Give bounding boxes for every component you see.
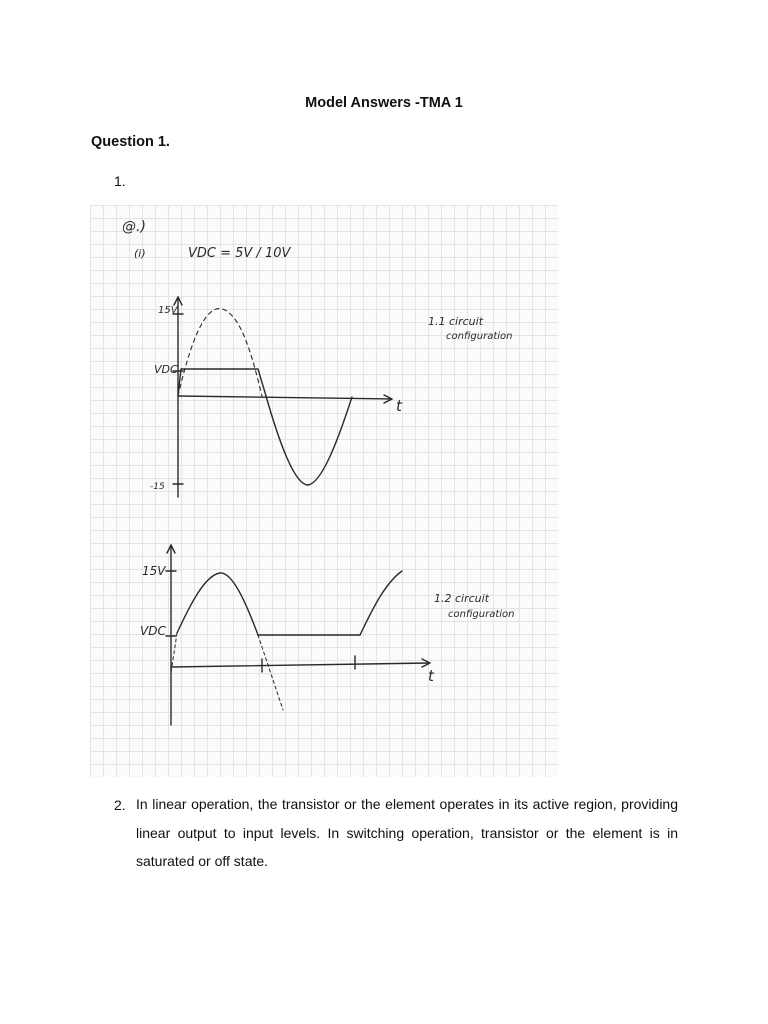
handwritten-figure bbox=[90, 205, 558, 777]
graph1-clamped-level bbox=[178, 369, 266, 396]
question-heading: Question 1. bbox=[91, 134, 170, 150]
graph1-label-t: t bbox=[396, 397, 402, 415]
graph2-label-vdc: VDC bbox=[140, 624, 166, 638]
answer-paragraph: In linear operation, the transistor or the element operates in its active region, providing linear output to input levels. In switching operation, transistor or the element is in saturated or off state. bbox=[136, 796, 678, 869]
sub-label: (i) bbox=[134, 247, 146, 260]
graph1-label-vdc: VDC bbox=[154, 363, 178, 376]
graph1-label-15v: 15V bbox=[158, 305, 178, 316]
graph1-caption-line2: configuration bbox=[446, 331, 513, 342]
graph1-caption-line1: 1.1 circuit bbox=[428, 315, 484, 328]
item-number-1: 1. bbox=[114, 173, 126, 189]
graph1-label-neg15: -15 bbox=[150, 482, 165, 492]
graph1-negative-lobe bbox=[266, 396, 352, 485]
graph2-caption-line1: 1.2 circuit bbox=[434, 592, 490, 605]
graph2-hump bbox=[177, 573, 258, 635]
document-title: Model Answers -TMA 1 bbox=[305, 95, 463, 111]
vdc-header: VDC = 5V / 10V bbox=[188, 246, 291, 261]
graph1-x-axis bbox=[178, 396, 392, 399]
waveform-sketch bbox=[90, 205, 558, 777]
graph-2 bbox=[166, 545, 430, 725]
part-label: @.) bbox=[122, 219, 146, 235]
item-number-2: 2. bbox=[114, 797, 126, 813]
graph1-sine-dashed bbox=[178, 309, 262, 396]
graph2-label-15v: 15V bbox=[142, 564, 166, 578]
graph2-x-axis bbox=[171, 663, 430, 667]
graph2-caption-line2: configuration bbox=[448, 609, 515, 620]
graph2-rising-edge bbox=[360, 571, 402, 635]
graph2-label-t: t bbox=[428, 667, 434, 685]
graph-1 bbox=[173, 297, 392, 497]
